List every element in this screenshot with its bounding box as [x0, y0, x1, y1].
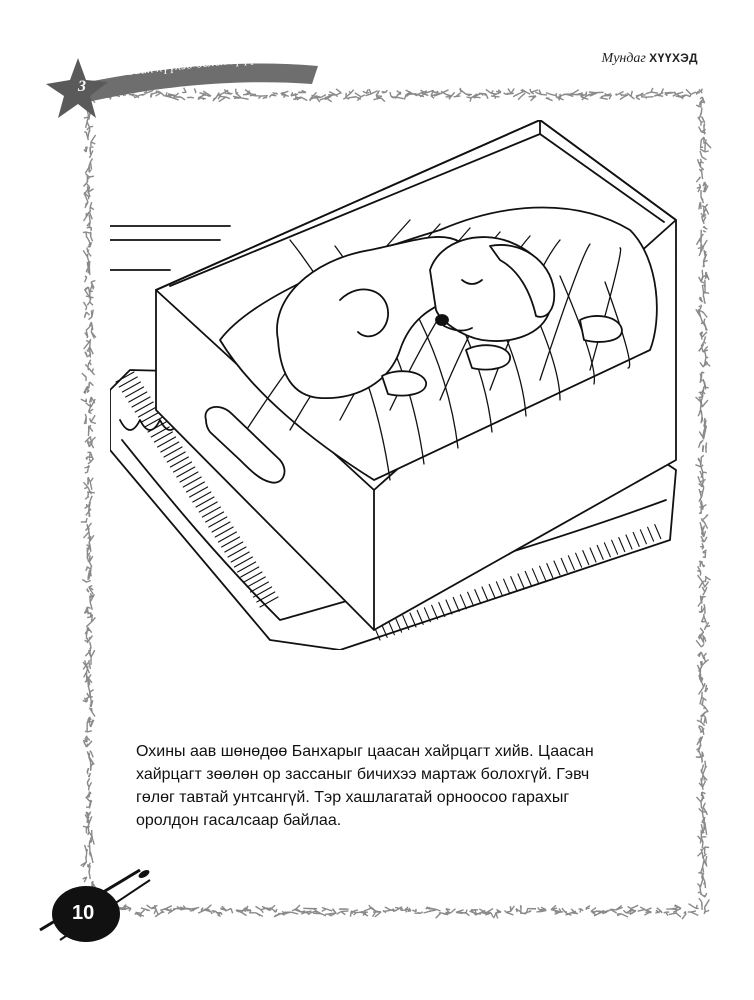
story-line: Охины аав шөнөдөө Банхарыг цаасан хайрцагт хийв. Цаасан — [136, 743, 594, 760]
story-line: гөлөг тавтай унтсангүй. Тэр хашлагатай орноосоо гарахыг — [136, 789, 570, 806]
page-number: 10 — [72, 902, 95, 924]
brand-bold: ХҮҮХЭД — [649, 51, 698, 65]
chapter-number: 3 — [78, 78, 86, 95]
banner-title: “Сайн хүүхэд болох ирүү” — [117, 48, 264, 79]
story-line: оролдон гасалсаар байлаа. — [136, 812, 342, 829]
brand-script: Мундаг — [601, 51, 646, 66]
story-line: хайрцагт зөөлөн ор зассаныг бичихээ мартаж болохгүй. Гэвч — [136, 766, 590, 783]
